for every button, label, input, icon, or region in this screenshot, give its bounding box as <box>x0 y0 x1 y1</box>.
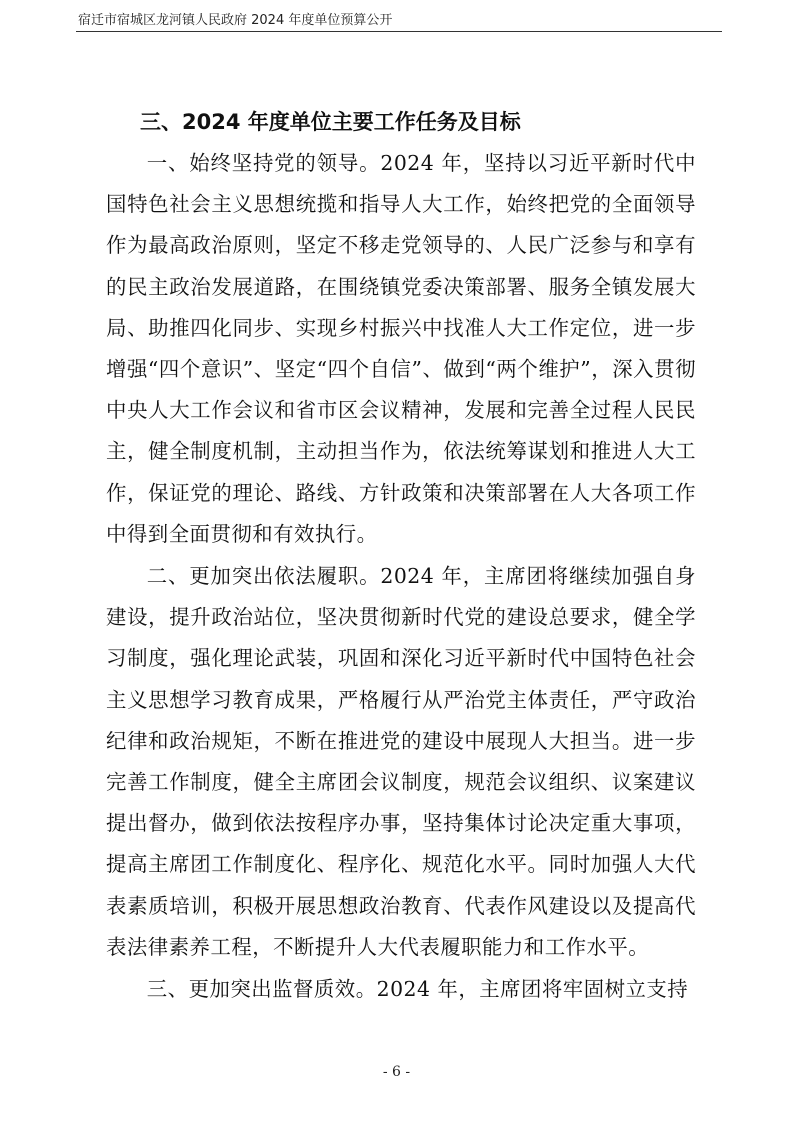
header-divider <box>76 31 722 32</box>
paragraph-lawful-duties: 二、更加突出依法履职。2024 年，主席团将继续加强自身建设，提升政治站位，坚决贯彻新时代党的建设总要求，健全学习制度，强化理论武装，巩固和深化习近平新时代中国特色社会主义思想学习教育成果，严格履行从严治党主体责任，严守政治纪律和政治规矩，不断在推进党的建设中展现人大担当。进一步完善工作制度，健全主席团会议制度，规范会议组织、议案建议提出督办，做到依法按程序办事，坚持集体讨论决定重大事项，提高主席团工作制度化、程序化、规范化水平。同时加强人大代表素质培训，积极开展思想政治教育、代表作风建设以及提高代表法律素养工程，不断提升人大代表履职能力和工作水平。 <box>106 564 696 959</box>
section-heading: 三、2024 年度单位主要工作任务及目标 <box>140 110 521 134</box>
page-number: - 6 - <box>382 1064 411 1080</box>
document-body <box>106 101 696 1010</box>
page-header-title: 宿迁市宿城区龙河镇人民政府 2024 年度单位预算公开 <box>78 13 393 28</box>
paragraph-party-leadership: 一、始终坚持党的领导。2024 年，坚持以习近平新时代中国特色社会主义思想统揽和指导人大工作，始终把党的全面领导作为最高政治原则，坚定不移走党领导的、人民广泛参与和享有的民主政治发展道路，在围绕镇党委决策部署、服务全镇发展大局、助推四化同步、实现乡村振兴中找准人大工作定位，进一步增强“四个意识”、坚定“四个自信”、做到“两个维护”，深入贯彻中央人大工作会议和省市区会议精神，发展和完善全过程人民民主，健全制度机制，主动担当作为，依法统筹谋划和推进人大工作，保证党的理论、路线、方针政策和决策部署在人大各项工作中得到全面贯彻和有效执行。 <box>106 151 696 546</box>
paragraph-supervision: 三、更加突出监督质效。2024 年，主席团将牢固树立支持 <box>146 977 689 1002</box>
